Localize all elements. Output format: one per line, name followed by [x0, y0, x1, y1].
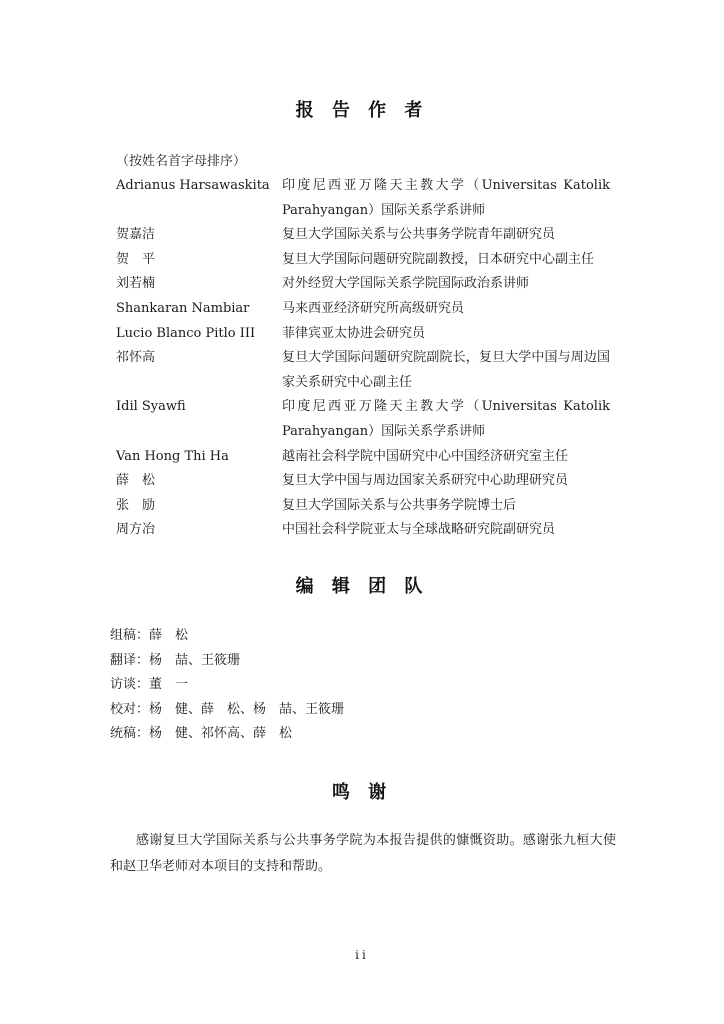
author-row	[116, 469, 610, 494]
author-name: 贺嘉洁	[116, 227, 156, 243]
team-row-final-edit: 统稿：杨 健、祁怀高、薛 松	[110, 726, 293, 742]
author-name: 刘若楠	[116, 276, 156, 292]
acknowledgement-paragraph: 感谢复旦大学国际关系与公共事务学院为本报告提供的慷慨资助。感谢张九桓大使和赵卫华老师对本项目的支持和帮助。	[110, 833, 616, 874]
team-list	[110, 624, 610, 747]
author-name: Adrianus Harsawaskita	[116, 178, 270, 193]
sort-note: （按姓名首字母排序）	[116, 154, 247, 169]
author-row	[116, 297, 610, 322]
page-number: ii	[355, 948, 369, 962]
author-affiliation: 复旦大学中国与周边国家关系研究中心助理研究员	[282, 473, 569, 489]
author-affiliation: 中国社会科学院亚太与全球战略研究院副研究员	[282, 522, 556, 538]
author-affiliation: 马来西亚经济研究所高级研究员	[282, 300, 465, 316]
author-name: 祁怀高	[116, 350, 156, 366]
team-row-proofreading: 校对：杨 健、薛 松、杨 喆、王筱珊	[110, 701, 345, 717]
author-row	[116, 395, 610, 444]
author-row	[116, 518, 610, 543]
author-name: Shankaran Nambiar	[116, 300, 250, 316]
author-row	[116, 272, 610, 297]
author-affiliation: 复旦大学国际问题研究院副教授，日本研究中心副主任	[282, 251, 595, 267]
author-row	[116, 174, 610, 223]
author-name: Idil Syawfi	[116, 399, 186, 415]
thanks-section-title: 鸣 谢	[331, 782, 393, 803]
author-row	[116, 322, 610, 347]
author-affiliation: 对外经贸大学国际关系学院国际政治系讲师	[282, 276, 530, 292]
author-row	[116, 223, 610, 248]
author-affiliation: 复旦大学国际关系与公共事务学院博士后	[282, 497, 517, 513]
author-affiliation: 印度尼西亚万隆天主教大学（Universitas Katolik Parahyangan）国际关系学系讲师	[282, 399, 610, 439]
author-row	[116, 494, 610, 519]
author-affiliation: 越南社会科学院中国研究中心中国经济研究室主任	[282, 448, 569, 464]
author-name: 张 励	[116, 497, 156, 513]
author-name: 薛 松	[116, 473, 156, 489]
author-affiliation: 复旦大学国际问题研究院副院长，复旦大学中国与周边国家关系研究中心副主任	[282, 350, 610, 390]
author-row	[116, 346, 610, 395]
author-list	[116, 174, 610, 543]
authors-section-title: 报 告 作 者	[295, 100, 429, 121]
team-row-interview: 访谈：董 一	[110, 677, 189, 693]
author-row	[116, 445, 610, 470]
author-name: Lucio Blanco Pitlo III	[116, 325, 256, 341]
author-row	[116, 248, 610, 273]
author-name: 贺 平	[116, 251, 156, 267]
author-affiliation: 印度尼西亚万隆天主教大学（Universitas Katolik Parahyangan）国际关系学系讲师	[282, 178, 610, 218]
author-name: Van Hong Thi Ha	[116, 448, 229, 464]
team-section-title: 编 辑 团 队	[295, 576, 429, 597]
author-name: 周方冶	[116, 522, 156, 538]
author-affiliation: 菲律宾亚太协进会研究员	[282, 325, 426, 341]
author-affiliation: 复旦大学国际关系与公共事务学院青年副研究员	[282, 227, 556, 243]
team-row-translation: 翻译：杨 喆、王筱珊	[110, 652, 241, 668]
team-row-compiler: 组稿：薛 松	[110, 628, 189, 643]
